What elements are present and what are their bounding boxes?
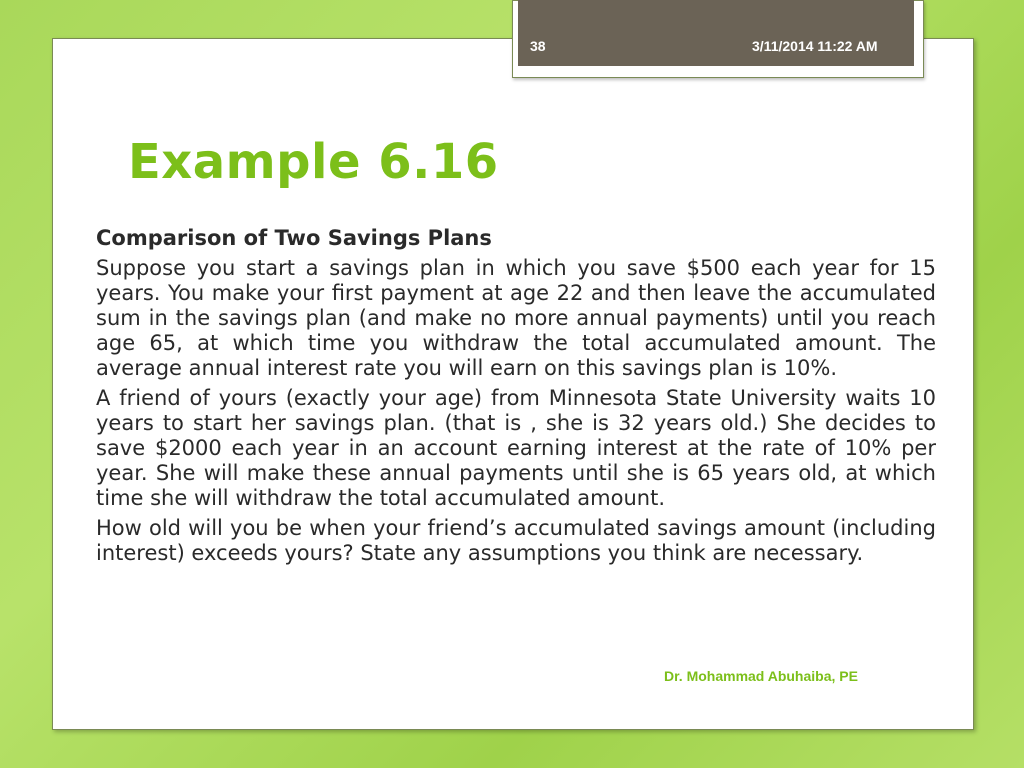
header-bar <box>518 0 914 66</box>
paragraph-2: A friend of yours (exactly your age) from Minnesota State University waits 10 years to start her savings plan. (that is , she is 32 years old.) She decides to save $2000 each year in an account earning interest at the rate of 10% per year. She will make these annual payments until she is 65 years old, at which time she will withdraw the total accumulated amount. <box>96 386 936 510</box>
slide-title: Example 6.16 <box>128 134 499 190</box>
paragraph-1: Suppose you start a savings plan in which you save $500 each year for 15 years. You make your first payment at age 22 and then leave the accumulated sum in the savings plan (and make no more annual payments) until you reach age 65, at which time you withdraw the total accumulated amount. The average annual interest rate you will earn on this savings plan is 10%. <box>96 256 936 380</box>
slide-date: 3/11/2014 11:22 AM <box>752 38 878 54</box>
paragraph-3: How old will you be when your friend’s accumulated savings amount (including interest) exceeds yours? State any assumptions you think are necessary. <box>96 516 936 565</box>
author-credit: Dr. Mohammad Abuhaiba, PE <box>664 668 858 684</box>
slide-number: 38 <box>530 38 546 54</box>
slide-subtitle: Comparison of Two Savings Plans <box>96 226 492 250</box>
slide-body <box>96 226 936 571</box>
